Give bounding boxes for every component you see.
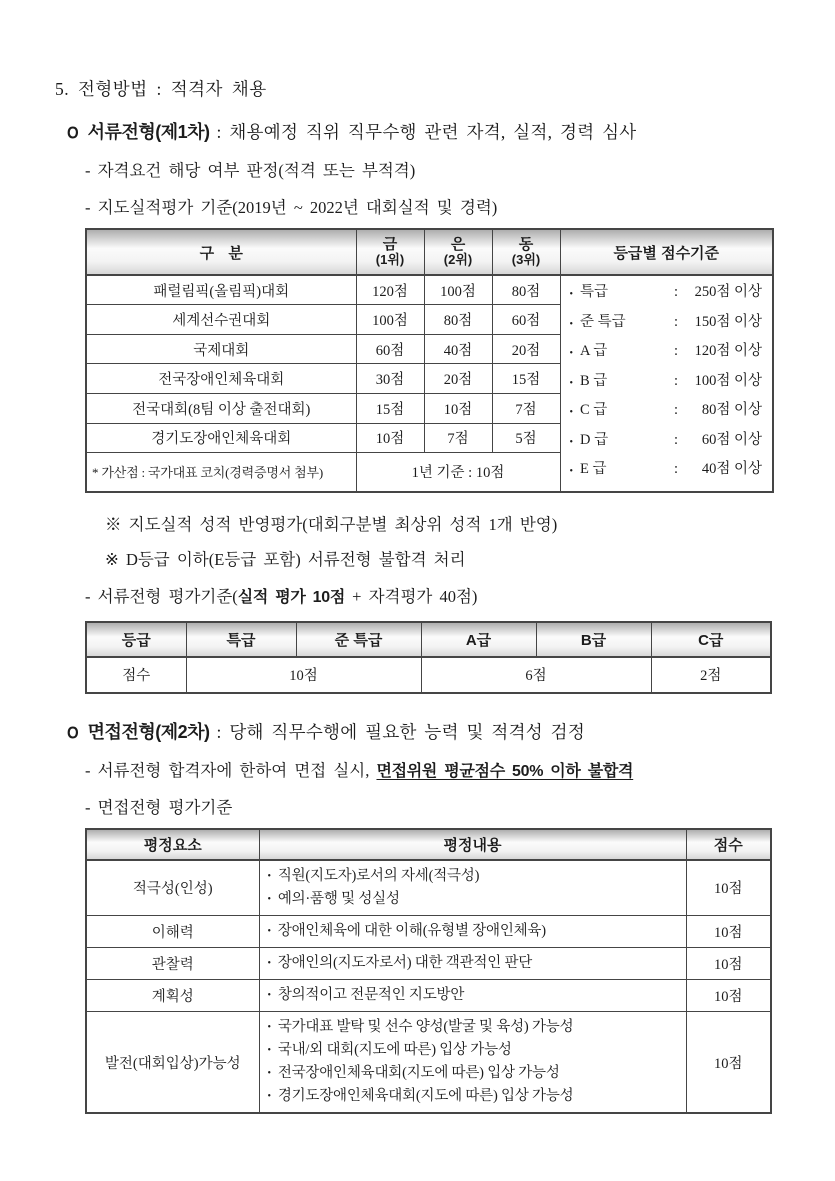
interview-title: 면접전형(제2차) <box>87 721 210 742</box>
colon: : <box>673 313 678 330</box>
grade-criteria-line <box>570 310 763 340</box>
bronze-score: 80점 <box>492 275 560 305</box>
col-header-content: 평정내용 <box>259 829 686 860</box>
bullet-icon: • <box>569 436 574 448</box>
colon: : <box>673 343 678 359</box>
detail-text: 장애인의(지도자로서) 대한 객관적인 판단 <box>277 955 533 971</box>
detail-text: 경기도장애인체육대회(지도에 따른) 입상 가능성 <box>277 1088 574 1104</box>
score-special: 10점 <box>186 657 421 693</box>
silver-label: 은 <box>450 235 466 253</box>
interview-desc: : 당해 직무수행에 필요한 능력 및 적격성 검정 <box>216 721 586 742</box>
factor-details <box>259 980 686 1012</box>
col-header-b: B급 <box>536 622 651 657</box>
competition-name: 경기도장애인체육대회 <box>86 423 356 453</box>
detail-text: 국내/외 대회(지도에 따른) 입상 가능성 <box>277 1042 512 1058</box>
gold-score: 100점 <box>356 305 424 335</box>
table-row <box>86 1012 771 1114</box>
bronze-score: 7점 <box>492 393 560 423</box>
detail-text: 직원(지도자)로서의 자세(적극성) <box>277 867 480 884</box>
detail-line <box>268 920 680 943</box>
bronze-score: 60점 <box>492 305 560 335</box>
factor-name: 관찰력 <box>86 948 259 980</box>
criteria-suffix: + 자격평가 40점) <box>345 586 478 606</box>
grade-threshold: 40점 이상 <box>701 461 762 477</box>
document-review-title: 서류전형(제1차) <box>87 122 210 142</box>
bullet-icon: • <box>267 1022 271 1033</box>
table-row <box>86 860 771 916</box>
detail-text: 예의·품행 및 성실성 <box>277 890 400 907</box>
col-header-bronze <box>492 229 560 275</box>
colon: : <box>673 372 678 389</box>
silver-score: 10점 <box>424 393 492 423</box>
bullet-icon: • <box>267 926 271 937</box>
bullet-icon: • <box>569 318 574 330</box>
colon: : <box>673 461 678 477</box>
factor-name: 계획성 <box>86 980 259 1012</box>
section-heading: 5. 전형방법 : 적격자 채용 <box>55 79 267 99</box>
col-header-grade: 등급 <box>86 622 186 657</box>
bullet-icon: • <box>569 348 574 360</box>
bullet-icon: • <box>569 377 574 389</box>
note-fail-grade: ※ D등급 이하(E등급 포함) 서류전형 불합격 처리 <box>105 549 466 569</box>
detail-line <box>268 984 680 1007</box>
bullet-icon: • <box>569 289 574 301</box>
bullet-icon: • <box>267 958 271 969</box>
factor-score: 10점 <box>686 860 771 916</box>
col-header-special: 특급 <box>186 622 296 657</box>
factor-details <box>259 916 686 948</box>
detail-text: 장애인체육에 대한 이해(유형별 장애인체육) <box>277 923 546 939</box>
gold-score: 15점 <box>356 393 424 423</box>
silver-score: 40점 <box>424 334 492 364</box>
interview-item-pass <box>85 757 785 781</box>
circle-bullet-icon: O <box>67 123 79 144</box>
bullet-icon: • <box>569 407 574 419</box>
factor-score: 10점 <box>686 948 771 980</box>
factor-name: 적극성(인성) <box>86 860 259 916</box>
gold-score: 30점 <box>356 364 424 394</box>
col-header-semi-special: 준 특급 <box>296 622 421 657</box>
grade-threshold: 120점 이상 <box>694 343 762 359</box>
doc-item-qualification: - 자격요건 해당 여부 판정(적격 또는 부적격) <box>85 161 416 180</box>
score-c: 2점 <box>651 657 771 693</box>
table-row <box>86 916 771 948</box>
table-row <box>86 657 771 693</box>
grade-label: C 급 <box>580 402 608 418</box>
colon: : <box>673 402 678 418</box>
bullet-icon: • <box>267 1045 271 1056</box>
interview-fail-rule: 면접위원 평균점수 50% 이하 불합격 <box>376 762 634 780</box>
bonus-label: * 가산점 : 국가대표 코치(경력증명서 첨부) <box>86 453 356 492</box>
col-header-category: 구 분 <box>86 229 356 275</box>
grade-criteria-cell <box>560 275 773 492</box>
col-header-score: 점수 <box>686 829 771 860</box>
table-row <box>86 980 771 1012</box>
row-label-score: 점수 <box>86 657 186 693</box>
grade-criteria-line <box>570 428 763 458</box>
bronze-score: 20점 <box>492 334 560 364</box>
doc-evaluation-criteria-line <box>85 583 785 607</box>
bonus-value: 1년 기준 : 10점 <box>356 453 560 492</box>
bullet-icon: • <box>267 893 271 905</box>
grade-threshold: 60점 이상 <box>701 431 762 448</box>
col-header-silver <box>424 229 492 275</box>
grade-threshold: 80점 이상 <box>701 402 762 418</box>
grade-label: D 급 <box>580 431 609 448</box>
criteria-prefix: - 서류전형 평가기준( <box>85 586 238 606</box>
bronze-score: 5점 <box>492 423 560 453</box>
bullet-icon: • <box>267 1091 271 1102</box>
competition-name: 패럴림픽(올림픽)대회 <box>86 275 356 305</box>
col-header-factor: 평정요소 <box>86 829 259 860</box>
bronze-score: 15점 <box>492 364 560 394</box>
interview-item-criteria: - 면접전형 평가기준 <box>85 797 233 817</box>
gold-score: 120점 <box>356 275 424 305</box>
table-header-row <box>86 622 771 657</box>
doc-item-performance-criteria: - 지도실적평가 기준(2019년 ~ 2022년 대회실적 및 경력) <box>85 198 498 217</box>
detail-line <box>268 888 680 911</box>
grade-criteria-line <box>570 369 763 399</box>
competition-name: 국제대회 <box>86 334 356 364</box>
factor-name: 발전(대회입상)가능성 <box>86 1012 259 1114</box>
bullet-icon: • <box>569 466 574 478</box>
competition-name: 전국장애인체육대회 <box>86 364 356 394</box>
silver-score: 80점 <box>424 305 492 335</box>
grade-threshold: 100점 이상 <box>694 372 762 389</box>
grade-threshold: 250점 이상 <box>694 284 762 300</box>
gold-label: 금 <box>382 235 398 253</box>
detail-text: 창의적이고 전문적인 지도방안 <box>277 987 465 1003</box>
silver-score: 7점 <box>424 423 492 453</box>
silver-sub-label: (2위) <box>443 252 473 268</box>
col-header-c: C급 <box>651 622 771 657</box>
table-row <box>86 275 773 305</box>
grade-label: E 급 <box>580 461 607 477</box>
gold-sub-label: (1위) <box>375 252 405 268</box>
criteria-bold-text: 실적 평가 10점 <box>237 588 346 606</box>
bullet-icon: • <box>267 870 271 882</box>
detail-line <box>268 1062 680 1085</box>
factor-name: 이해력 <box>86 916 259 948</box>
competition-name: 전국대회(8팀 이상 출전대회) <box>86 393 356 423</box>
detail-line <box>268 952 680 975</box>
document-review-desc: : 채용예정 직위 직무수행 관련 자격, 실적, 경력 심사 <box>216 122 637 142</box>
gold-score: 10점 <box>356 423 424 453</box>
table-header-row <box>86 829 771 860</box>
bronze-label: 동 <box>518 235 534 253</box>
gold-score: 60점 <box>356 334 424 364</box>
silver-score: 100점 <box>424 275 492 305</box>
grade-criteria-line <box>570 398 763 428</box>
detail-line <box>268 865 680 888</box>
detail-line <box>268 1085 680 1108</box>
detail-text: 국가대표 발탁 및 선수 양성(발굴 및 육성) 가능성 <box>277 1019 574 1035</box>
factor-score: 10점 <box>686 916 771 948</box>
bullet-icon: • <box>267 990 271 1001</box>
factor-details <box>259 948 686 980</box>
factor-details <box>259 1012 686 1114</box>
grade-threshold: 150점 이상 <box>694 313 762 330</box>
grade-label: B 급 <box>580 372 608 389</box>
silver-score: 20점 <box>424 364 492 394</box>
factor-score: 10점 <box>686 1012 771 1114</box>
circle-bullet-icon: O <box>67 723 79 743</box>
bronze-sub-label: (3위) <box>511 252 541 268</box>
interview-heading <box>67 718 785 744</box>
detail-line <box>268 1016 680 1039</box>
factor-score: 10점 <box>686 980 771 1012</box>
colon: : <box>673 431 678 448</box>
detail-line <box>268 1039 680 1062</box>
grade-label: A 급 <box>580 343 608 359</box>
competition-name: 세계선수권대회 <box>86 305 356 335</box>
colon: : <box>673 284 678 300</box>
grade-label: 특급 <box>580 284 609 300</box>
grade-label: 준 특급 <box>580 313 626 330</box>
grade-score-table <box>85 621 772 694</box>
grade-criteria-line <box>570 280 763 310</box>
interview-evaluation-table <box>85 828 772 1115</box>
grade-criteria-line <box>570 457 763 487</box>
note-reflection: ※ 지도실적 성적 반영평가(대회구분별 최상위 성적 1개 반영) <box>105 514 558 534</box>
table-header-row <box>86 229 773 275</box>
col-header-gold <box>356 229 424 275</box>
interview-item-prefix: - 서류전형 합격자에 한하여 면접 실시, <box>85 760 377 780</box>
detail-text: 전국장애인체육대회(지도에 따른) 입상 가능성 <box>277 1065 560 1081</box>
bullet-icon: • <box>267 1068 271 1079</box>
table-row <box>86 948 771 980</box>
document-review-heading <box>67 118 785 144</box>
performance-score-table <box>85 228 774 493</box>
score-ab: 6점 <box>421 657 651 693</box>
col-header-grade-criteria: 등급별 점수기준 <box>560 229 773 275</box>
grade-criteria-line <box>570 339 763 369</box>
factor-details <box>259 860 686 916</box>
col-header-a: A급 <box>421 622 536 657</box>
